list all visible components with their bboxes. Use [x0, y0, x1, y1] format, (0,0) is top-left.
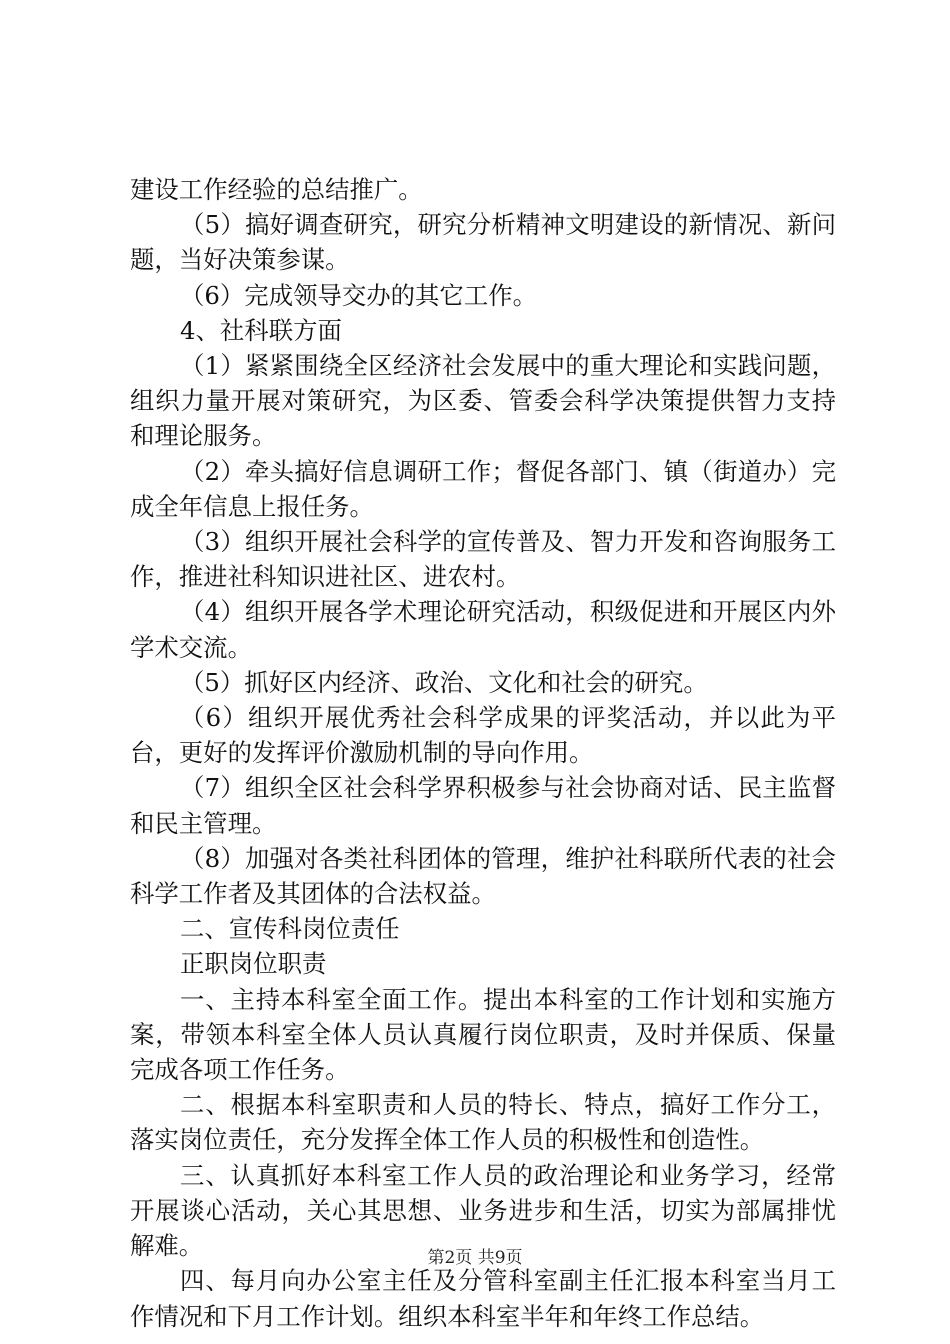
page-footer: 第2页 共9页: [427, 1248, 523, 1268]
paragraph: （6）完成领导交办的其它工作。: [180, 280, 537, 310]
paragraph: （3）组织开展社会科学的宣传普及、智力开发和咨询服务工作，推进社科知识进社区、进农村。: [130, 527, 836, 592]
section-heading: 4、社科联方面: [180, 315, 342, 345]
paragraph: （5）搞好调查研究，研究分析精神文明建设的新情况、新问题，当好决策参谋。: [130, 210, 836, 275]
paragraph: 一、主持本科室全面工作。提出本科室的工作计划和实施方案，带领本科室全体人员认真履行岗位职责，及时并保质、保量完成各项工作任务。: [130, 984, 836, 1085]
paragraph: 二、根据本科室职责和人员的特长、特点，搞好工作分工，落实岗位责任，充分发挥全体工作人员的积极性和创造性。: [130, 1090, 836, 1155]
paragraph: （4）组织开展各学术理论研究活动，积级促进和开展区内外学术交流。: [130, 597, 836, 662]
paragraph: （2）牵头搞好信息调研工作；督促各部门、镇（街道办）完成全年信息上报任务。: [130, 456, 836, 521]
paragraph: 建设工作经验的总结推广。: [130, 175, 423, 204]
paragraph: （1）紧紧围绕全区经济社会发展中的重大理论和实践问题，组织力量开展对策研究，为区委、管委会科学决策提供智力支持和理论服务。: [130, 351, 836, 451]
section-heading: 二、宣传科岗位责任: [180, 914, 400, 944]
paragraph: （8）加强对各类社科团体的管理，维护社科联所代表的社会科学工作者及其团体的合法权益。: [130, 843, 836, 909]
paragraph: 三、认真抓好本科室工作人员的政治理论和业务学习，经常开展谈心活动，关心其思想、业务进步和生活，切实为部属排忧解难。: [130, 1160, 836, 1261]
paragraph: （6）组织开展优秀社会科学成果的评奖活动，并以此为平台，更好的发挥评价激励机制的导向作用。: [130, 703, 836, 768]
document-body: [130, 172, 836, 1334]
paragraph: 四、每月向办公室主任及分管科室副主任汇报本科室当月工作情况和下月工作计划。组织本科室半年和年终工作总结。: [130, 1266, 836, 1331]
paragraph: （7）组织全区社会科学界积极参与社会协商对话、民主监督和民主管理。: [130, 773, 836, 838]
subsection-heading: 正职岗位职责: [180, 949, 327, 979]
paragraph: （5）抓好区内经济、政治、文化和社会的研究。: [180, 667, 708, 697]
